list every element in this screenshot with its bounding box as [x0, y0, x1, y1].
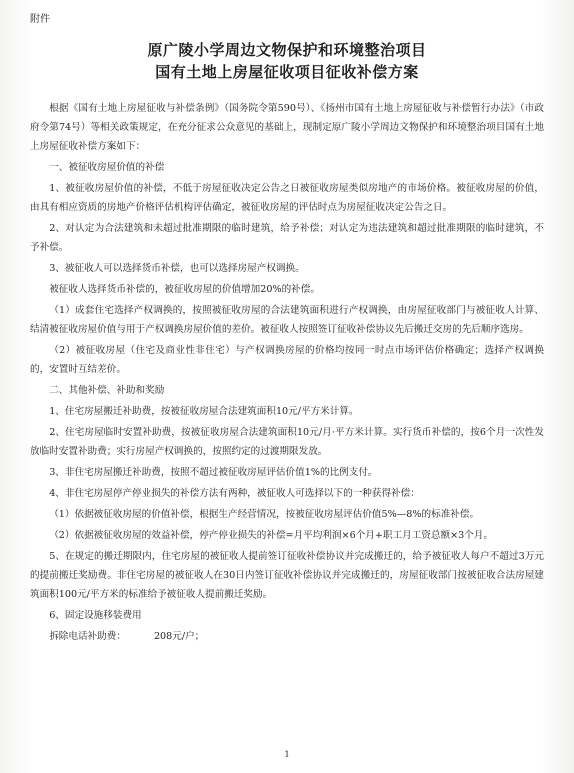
document-title: [30, 39, 544, 83]
paragraph-2-1: 1、住宅房屋搬迁补助费，按被征收房屋合法建筑面积10元/平方米计算。: [49, 406, 359, 417]
attachment-label: 附件: [30, 14, 50, 25]
title-line-1: 原广陵小学周边文物保护和环境整治项目: [147, 41, 427, 59]
paragraph-1-3-1: （1）成套住宅选择产权调换的，按照被征收房屋的合法建筑面积进行产权调换，由房屋征收部门与被征收人计算、结清被征收房屋价值与用于产权调换房屋价值的差价。被征收人按照签订征收补偿协议先后搬迁交房的先后顺序选房。: [30, 305, 544, 335]
paragraph-2-4-1: （1）依据被征收房屋的价值补偿，根据生产经营情况，按被征收房屋评估价值5%—8%的标准补偿。: [49, 509, 480, 520]
paragraph-2-4: 4、非住宅房屋停产停业损失的补偿方法有两种，被征收人可选择以下的一种获得补偿：: [49, 488, 420, 499]
title-line-2: 国有土地上房屋征收项目征收补偿方案: [155, 63, 419, 81]
paragraph-2-6: 6、固定设施移装费用: [49, 610, 142, 621]
page-number: 1: [284, 750, 290, 759]
paragraph-1-1: 1、被征收房屋价值的补偿，不低于房屋征收决定公告之日被征收房屋类似房地产的市场价格。被征收房屋的价值，由具有相应资质的房地产价格评估机构评估确定，被征收房屋的评估时点为房屋征收决定公告之日。: [30, 183, 544, 213]
section-heading-2: 二、其他补偿、补助和奖励: [49, 385, 165, 396]
paragraph-1-3-note: 被征收人选择货币补偿的，被征收房屋的价值增加20%的补偿。: [49, 284, 320, 295]
paragraph-1-2: 2、对认定为合法建筑和未超过批准期限的临时建筑，给予补偿；对认定为违法建筑和超过批准期限的临时建筑，不予补偿。: [30, 223, 544, 253]
paragraph-2-2: 2、住宅房屋临时安置补助费，按被征收房屋合法建筑面积10元/月·平方米计算。实行货币补偿的，按6个月一次性发放临时安置补助费；实行房屋产权调换的，按照约定的过渡期限发放。: [30, 427, 544, 457]
document-body: [30, 99, 544, 646]
paragraph-1-3-2: （2）被征收房屋（住宅及商业性非住宅）与产权调换房屋的价格均按同一时点市场评估价格确定；选择产权调换的，安置时互结差价。: [30, 345, 544, 375]
paragraph-2-4-2: （2）依据被征收房屋的效益补偿，停产停业损失的补偿=月平均利润×6个月+职工月工资总额×3个月。: [49, 530, 493, 541]
paragraph-1-3: 3、被征收人可以选择货币补偿，也可以选择房屋产权调换。: [49, 263, 305, 274]
intro-paragraph: 根据《国有土地上房屋征收与补偿条例》（国务院令第590号）、《扬州市国有土地上房屋征收与补偿暂行办法》（市政府令第74号）等相关政策规定，在充分征求公众意见的基础上，现制定原广陵小学周边文物保护和环境整治项目国有土地上房屋征收补偿方案如下：: [30, 103, 544, 152]
section-heading-1: 一、被征收房屋价值的补偿: [49, 162, 165, 173]
fee-value: 208元/户；: [153, 631, 205, 642]
paragraph-2-5: 5、在规定的搬迁期限内，住宅房屋的被征收人提前签订征收补偿协议并完成搬迁的，给予被征收人每户不超过3万元的提前搬迁奖励费。非住宅房屋的被征收人在30日内签订征收补偿协议并完成搬迁的，房屋征收部门按被征收合法房屋建筑面积100元/平方米的标准给予被征收人提前搬迁奖励。: [30, 551, 544, 600]
fee-label: 拆除电话补助费：: [49, 631, 126, 642]
paragraph-2-3: 3、非住宅房屋搬迁补助费，按照不超过被征收房屋评估价值1%的比例支付。: [49, 467, 378, 478]
fee-line: [30, 627, 544, 646]
